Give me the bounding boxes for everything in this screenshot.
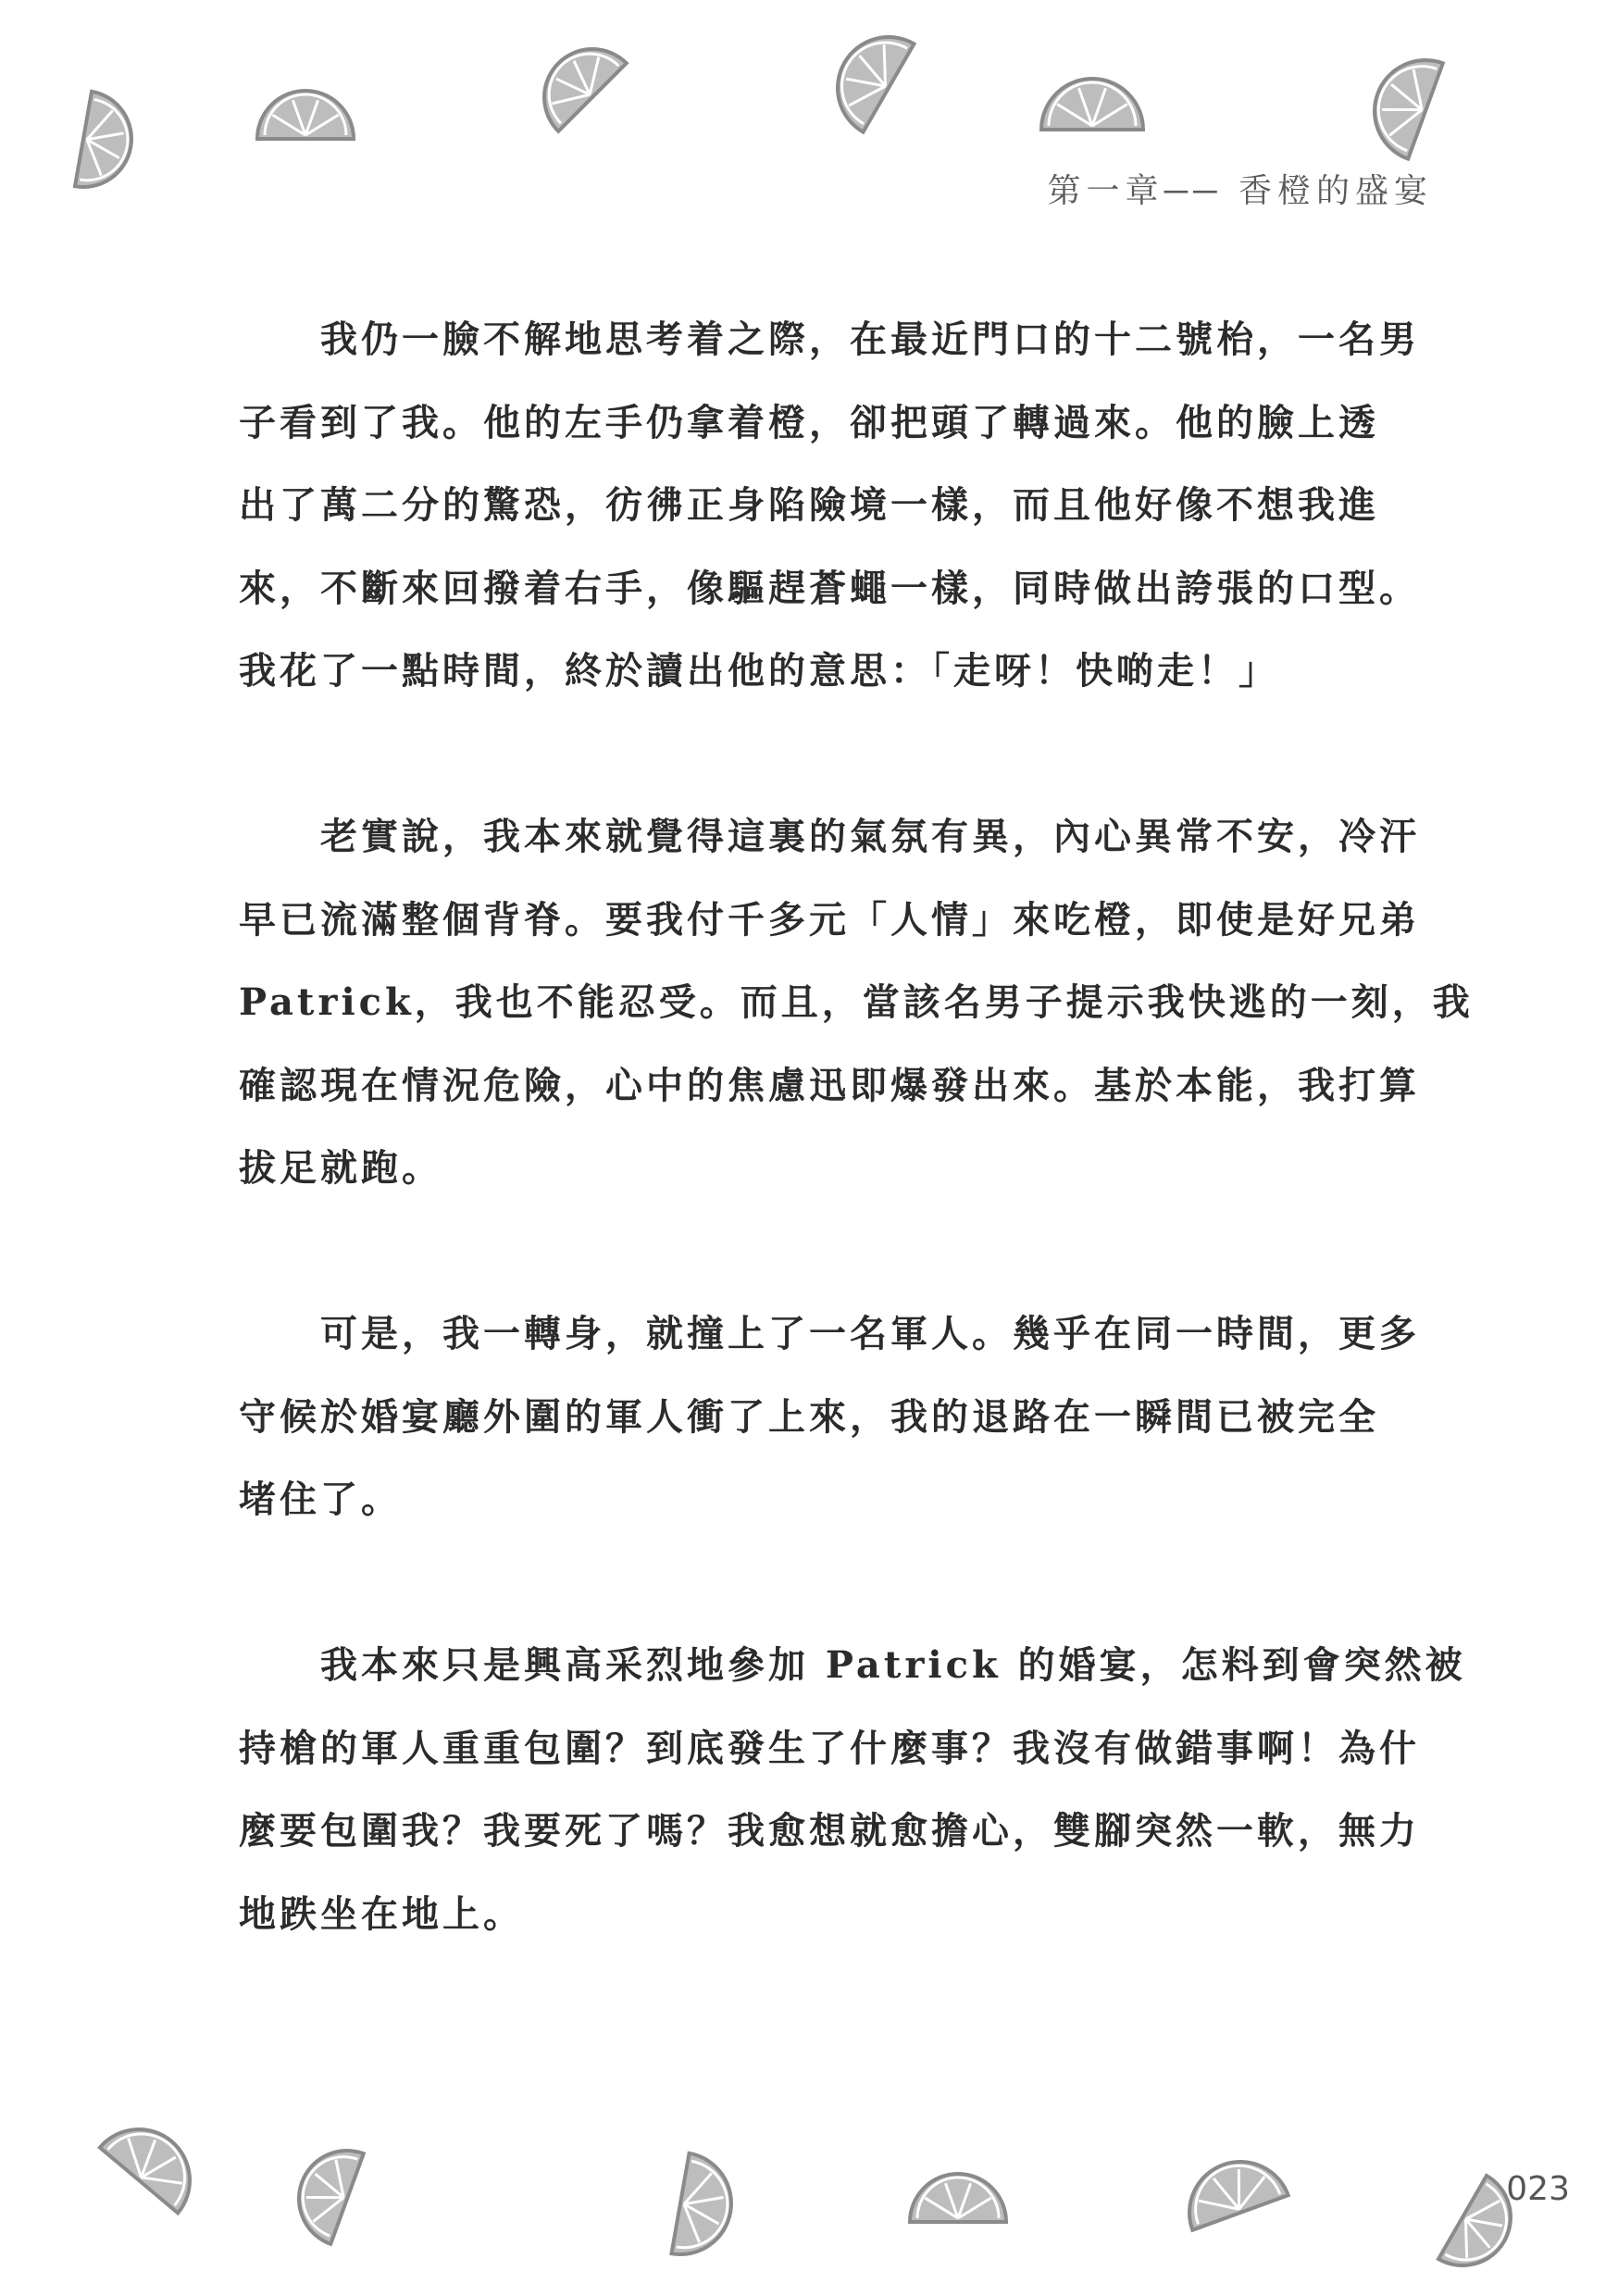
- paragraph-2: [239, 795, 1474, 1210]
- orange-slice-icon: [910, 2174, 1006, 2222]
- orange-slice-icon: [100, 2109, 211, 2214]
- text-line: 出了萬二分的驚恐，彷彿正身陷險境一樣，而且他好像不想我進: [239, 483, 1379, 527]
- paragraph-4: [239, 1624, 1466, 1955]
- text-line: 來，不斷來回撥着右手，像驅趕蒼蠅一樣，同時做出誇張的口型。: [239, 566, 1420, 610]
- text-line: 可是，我一轉身，就撞上了一名軍人。幾乎在同一時間，更多: [320, 1312, 1420, 1355]
- body-text: [239, 298, 1474, 2039]
- orange-slice-icon: [671, 2153, 739, 2263]
- text-line: 我本來只是興高采烈地參加 Patrick 的婚宴，怎料到會突然被: [320, 1643, 1466, 1687]
- orange-slice-icon: [1041, 79, 1143, 130]
- orange-slice-icon: [819, 19, 915, 132]
- text-line: 地跌坐在地上。: [239, 1891, 524, 1936]
- orange-slice-icon: [285, 2137, 363, 2244]
- text-line: 我仍一臉不解地思考着之際，在最近門口的十二號枱，一名男: [320, 318, 1420, 361]
- text-line: 拔足就跑。: [239, 1146, 442, 1190]
- orange-slice-icon: [1361, 46, 1443, 159]
- text-line: 老實說，我本來就覺得這裏的氣氛有異，內心異常不安，冷汗: [320, 815, 1420, 858]
- orange-slice-icon: [524, 29, 626, 131]
- orange-slice-icon: [1176, 2148, 1288, 2230]
- text-line: 子看到了我。他的左手仍拿着橙，卻把頭了轉過來。他的臉上透: [239, 400, 1379, 444]
- running-header: 第一章── 香橙的盛宴: [1047, 172, 1433, 210]
- text-line: 持槍的軍人重重包圍？到底發生了什麼事？我沒有做錯事啊！為什: [239, 1726, 1420, 1770]
- page-number: 023: [1506, 2170, 1570, 2208]
- text-line: 早已流滿整個背脊。要我付千多元「人情」來吃橙，即使是好兄弟: [239, 897, 1420, 942]
- orange-slice-icon: [75, 92, 139, 194]
- orange-slice-icon: [257, 91, 354, 139]
- text-line: 守候於婚宴廳外圍的軍人衝了上來，我的退路在一瞬間已被完全: [239, 1394, 1379, 1439]
- text-line: 麼要包圍我？我要死了嗎？我愈想就愈擔心，雙腳突然一軟，無力: [239, 1809, 1420, 1853]
- paragraph-1: [239, 298, 1424, 713]
- text-line: 我花了一點時間，終於讀出他的意思：「走呀！快啲走！」: [239, 649, 1279, 693]
- paragraph-3: [239, 1292, 1424, 1541]
- text-line: Patrick，我也不能忍受。而且，當該名男子提示我快逃的一刻，我: [239, 980, 1474, 1024]
- text-line: 堵住了。: [239, 1478, 402, 1521]
- text-line: 確認現在情況危險，心中的焦慮迅即爆發出來。基於本能，我打算: [239, 1063, 1420, 1107]
